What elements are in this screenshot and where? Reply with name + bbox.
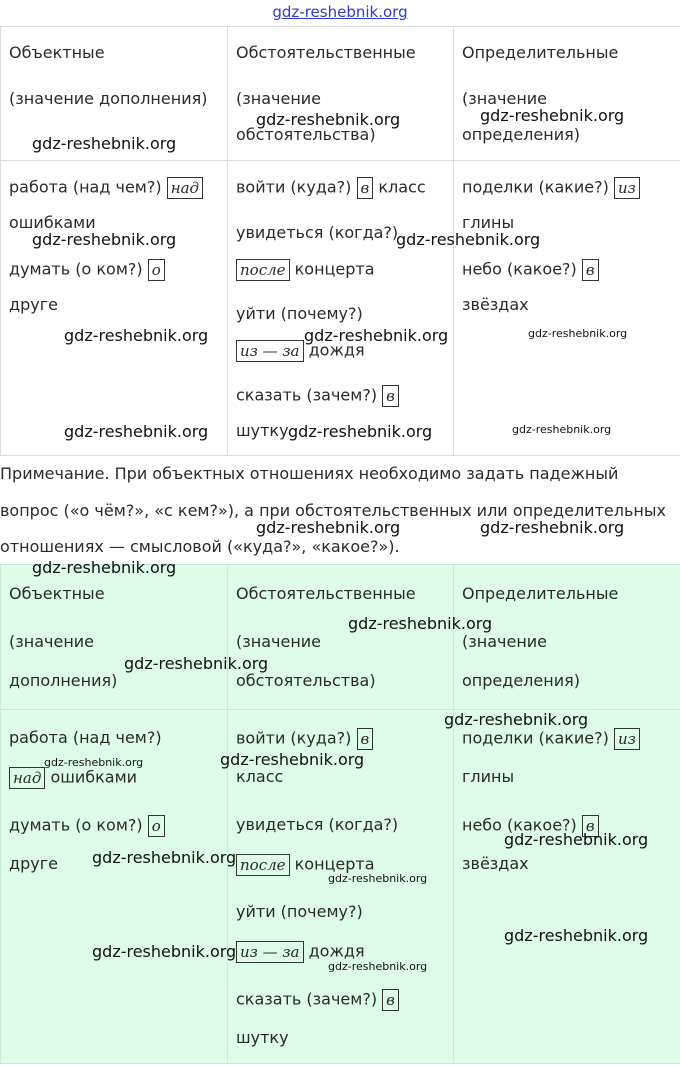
header-title: Обстоятельственные [236,43,416,62]
example-line: работа (над чем?) над [9,177,203,199]
preposition-box: в [357,177,374,199]
example-line: друге [9,295,58,314]
example-line: звёздах [462,854,529,873]
watermark: gdz-reshebnik.org [504,830,649,849]
watermark: gdz-reshebnik.org [480,518,625,537]
example-line: уйти (почему?) [236,902,363,921]
watermark: gdz-reshebnik.org [288,422,433,441]
header-subtitle: (значение [9,632,95,651]
header-title: Обстоятельственные [236,584,416,603]
watermark: gdz-reshebnik.org [512,423,612,436]
header-subtitle-cont: определения) [462,671,580,690]
example-line: после концерта [236,259,375,281]
preposition-box: в [357,728,374,750]
note-line-3: отношениях — смысловой («куда?», «какое?»). [0,537,400,556]
watermark: gdz-reshebnik.org [480,106,625,125]
header-subtitle-cont: обстоятельства) [236,671,376,690]
example-line: поделки (какие?) из [462,177,640,199]
example-line: ошибками [9,213,96,232]
example-line: над ошибками [9,767,137,789]
preposition-box: из — за [236,941,304,963]
header-subtitle-cont: определения) [462,125,580,144]
header-subtitle: (значение дополнения) [9,89,208,108]
example-line: войти (куда?) в класс [236,177,426,197]
example-line: глины [462,767,515,786]
preposition-box: в [382,989,399,1011]
note-line-1: Примечание. При объектных отношениях необходимо задать падежный [0,464,619,483]
watermark: gdz-reshebnik.org [32,558,177,577]
relations-table-2 [0,564,680,1064]
watermark: gdz-reshebnik.org [396,230,541,249]
preposition-box: в [382,385,399,407]
example-line: уйти (почему?) [236,304,363,323]
watermark: gdz-reshebnik.org [32,230,177,249]
header-cell-adverbial [228,565,454,710]
body-cell-attributive [454,710,680,1064]
example-line: глины [462,213,515,232]
header-cell-adverbial [228,27,454,161]
watermark: gdz-reshebnik.org [64,326,209,345]
watermark: gdz-reshebnik.org [304,326,449,345]
example-line: шутку [236,421,289,440]
body-cell-objective [1,161,228,456]
example-line: из — за дождя [236,941,365,963]
example-line: звёздах [462,295,529,314]
example-line: небо (какое?) в [462,815,599,837]
example-line: работа (над чем?) [9,728,162,747]
example-line: класс [236,767,284,786]
body-cell-attributive [454,161,680,456]
watermark: gdz-reshebnik.org [32,134,177,153]
preposition-box: из — за [236,340,304,362]
header-subtitle-cont: дополнения) [9,671,118,690]
example-line: после концерта [236,854,375,876]
header-cell-attributive [454,565,680,710]
preposition-box: в [582,259,599,281]
watermark: gdz-reshebnik.org [64,422,209,441]
header-subtitle: (значение [462,632,548,651]
watermark: gdz-reshebnik.org [92,848,237,867]
example-line: друге [9,854,58,873]
preposition-box: над [9,767,45,789]
header-title: Определительные [462,43,619,62]
preposition-box: над [167,177,203,199]
example-line: небо (какое?) в [462,259,599,281]
example-line: увидеться (когда?) [236,815,399,834]
watermark: gdz-reshebnik.org [328,960,428,973]
header-subtitle: (значение [236,632,322,651]
watermark: gdz-reshebnik.org [44,756,144,769]
example-line: думать (о ком?) о [9,259,165,281]
watermark: gdz-reshebnik.org [444,710,589,729]
preposition-box: в [582,815,599,837]
header-subtitle: (значение [462,89,548,108]
watermark: gdz-reshebnik.org [504,926,649,945]
watermark: gdz-reshebnik.org [256,110,401,129]
watermark: gdz-reshebnik.org [528,327,628,340]
preposition-box: о [148,259,165,281]
preposition-box: после [236,259,290,281]
watermark: gdz-reshebnik.org [124,654,269,673]
header-title: Объектные [9,43,105,62]
preposition-box: о [148,815,165,837]
watermark: gdz-reshebnik.org [256,518,401,537]
watermark: gdz-reshebnik.org [348,614,493,633]
header-title: Объектные [9,584,105,603]
watermark: gdz-reshebnik.org [328,872,428,885]
watermark: gdz-reshebnik.org [92,942,237,961]
header-cell-attributive [454,27,680,161]
example-line: сказать (зачем?) в [236,989,399,1011]
header-subtitle: (значение [236,89,322,108]
example-line: думать (о ком?) о [9,815,165,837]
example-line: шутку [236,1028,289,1047]
header-cell-objective [1,565,228,710]
note-line-2: вопрос («о чём?», «с кем?»), а при обстоятельственных или определительных [0,501,666,520]
preposition-box: после [236,854,290,876]
example-line: поделки (какие?) из [462,728,640,750]
watermark: gdz-reshebnik.org [220,750,365,769]
body-cell-adverbial [228,161,454,456]
table-body-row [1,161,680,456]
site-header-link[interactable]: gdz-reshebnik.org [272,3,408,21]
example-line: войти (куда?) в [236,728,373,750]
table-header-row [1,565,680,710]
preposition-box: из [614,728,640,750]
header-title: Определительные [462,584,619,603]
example-line: сказать (зачем?) в [236,385,399,407]
header-subtitle-cont: обстоятельства) [236,125,376,144]
example-line: увидеться (когда?) [236,223,399,242]
preposition-box: из [614,177,640,199]
example-line: из — за дождя [236,340,365,362]
